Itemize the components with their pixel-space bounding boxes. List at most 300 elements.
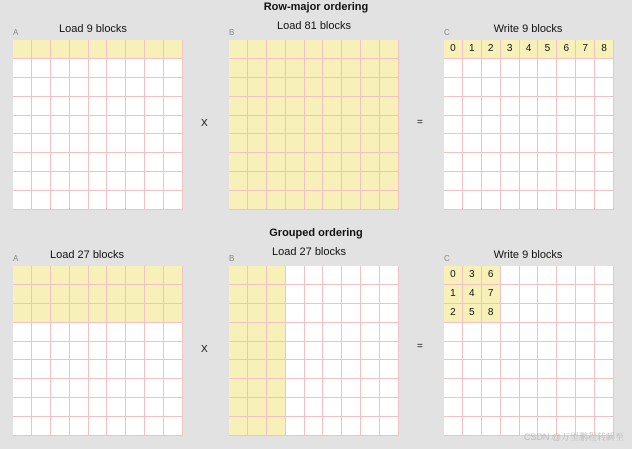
matrix-cell: [342, 97, 361, 116]
matrix-cell: [286, 172, 305, 191]
matrix-cell: [126, 97, 145, 116]
matrix-cell: [482, 59, 501, 78]
matrix-cell: [520, 360, 539, 379]
matrix-cell: [501, 191, 520, 210]
matrix-a-row-major: [13, 40, 183, 210]
matrix-cell: [557, 172, 576, 191]
matrix-cell: [444, 398, 463, 417]
matrix-cell: [323, 323, 342, 342]
matrix-cell: [463, 398, 482, 417]
matrix-cell: [126, 304, 145, 323]
matrix-cell: [576, 116, 595, 135]
matrix-cell: [164, 342, 183, 361]
block-index: 8: [482, 304, 501, 323]
matrix-cell: [305, 304, 324, 323]
matrix-cell: [595, 97, 614, 116]
matrix-cell: [380, 398, 399, 417]
matrix-cell: [501, 97, 520, 116]
matrix-cell: [70, 97, 89, 116]
matrix-cell: [342, 398, 361, 417]
matrix-cell: [13, 398, 32, 417]
matrix-cell: [13, 379, 32, 398]
matrix-cell: [89, 78, 108, 97]
block-index: 5: [538, 40, 557, 59]
matrix-cell: [13, 342, 32, 361]
matrix-cell: [538, 134, 557, 153]
matrix-cell: [380, 40, 399, 59]
matrix-cell: [595, 172, 614, 191]
matrix-cell: [380, 153, 399, 172]
matrix-cell: [248, 153, 267, 172]
matrix-cell: [305, 323, 324, 342]
matrix-cell: [557, 398, 576, 417]
matrix-cell: [51, 398, 70, 417]
matrix-cell: [51, 379, 70, 398]
matrix-cell: [145, 342, 164, 361]
matrix-cell: [126, 40, 145, 59]
matrix-cell: [342, 78, 361, 97]
matrix-cell: [342, 342, 361, 361]
matrix-cell: [13, 40, 32, 59]
matrix-cell: [107, 304, 126, 323]
matrix-cell: [342, 304, 361, 323]
matrix-cell: [89, 360, 108, 379]
matrix-cell: [463, 153, 482, 172]
matrix-cell: [70, 342, 89, 361]
matrix-cell: [267, 266, 286, 285]
matrix-cell: [248, 323, 267, 342]
matrix-cell: [13, 323, 32, 342]
matrix-cell: [107, 116, 126, 135]
matrix-a-label-1: A: [13, 28, 19, 37]
matrix-cell: [107, 153, 126, 172]
matrix-cell: [229, 398, 248, 417]
matrix-cell: [126, 59, 145, 78]
matrix-cell: [13, 134, 32, 153]
matrix-cell: [164, 59, 183, 78]
matrix-cell: [501, 78, 520, 97]
matrix-cell: [248, 97, 267, 116]
matrix-b-caption-1: Load 81 blocks: [277, 20, 351, 32]
matrix-cell: [361, 360, 380, 379]
matrix-cell: [70, 304, 89, 323]
matrix-cell: [380, 191, 399, 210]
matrix-cell: [248, 266, 267, 285]
matrix-cell: [13, 304, 32, 323]
matrix-cell: [538, 379, 557, 398]
matrix-cell: [538, 323, 557, 342]
matrix-cell: [164, 134, 183, 153]
matrix-cell: [89, 304, 108, 323]
matrix-cell: [305, 134, 324, 153]
equals-operator-1: =: [417, 117, 423, 128]
matrix-cell: [557, 379, 576, 398]
matrix-cell: [229, 285, 248, 304]
matrix-cell: [595, 360, 614, 379]
matrix-cell: [267, 59, 286, 78]
matrix-cell: [595, 304, 614, 323]
matrix-cell: [229, 342, 248, 361]
matrix-cell: [538, 304, 557, 323]
matrix-cell: [463, 342, 482, 361]
matrix-cell: [286, 323, 305, 342]
matrix-cell: [229, 379, 248, 398]
matrix-cell: [13, 285, 32, 304]
matrix-cell: [305, 417, 324, 436]
matrix-cell: [229, 417, 248, 436]
matrix-cell: [286, 97, 305, 116]
matrix-cell: [286, 59, 305, 78]
matrix-cell: [361, 285, 380, 304]
matrix-cell: [286, 134, 305, 153]
matrix-cell: [576, 379, 595, 398]
matrix-cell: [70, 116, 89, 135]
matrix-cell: [229, 172, 248, 191]
watermark: CSDN @万里鹏程转瞬至: [523, 432, 624, 442]
matrix-cell: [107, 266, 126, 285]
matrix-cell: [444, 342, 463, 361]
matrix-cell: [229, 191, 248, 210]
block-index: 1: [463, 40, 482, 59]
matrix-cell: [576, 323, 595, 342]
matrix-cell: [248, 342, 267, 361]
matrix-cell: [323, 59, 342, 78]
matrix-cell: [380, 304, 399, 323]
matrix-cell: [557, 78, 576, 97]
matrix-cell: [482, 78, 501, 97]
matrix-cell: [89, 379, 108, 398]
matrix-cell: [501, 266, 520, 285]
matrix-cell: [342, 360, 361, 379]
matrix-cell: [576, 78, 595, 97]
matrix-cell: [305, 398, 324, 417]
matrix-cell: [380, 172, 399, 191]
matrix-a-label-2: A: [13, 254, 19, 263]
matrix-cell: [482, 134, 501, 153]
matrix-cell: [51, 285, 70, 304]
matrix-cell: [32, 285, 51, 304]
block-index: 6: [482, 266, 501, 285]
matrix-cell: [229, 134, 248, 153]
matrix-cell: [444, 116, 463, 135]
block-index: 4: [520, 40, 539, 59]
matrix-cell: [501, 360, 520, 379]
matrix-cell: [380, 323, 399, 342]
matrix-cell: [229, 116, 248, 135]
matrix-cell: [164, 191, 183, 210]
matrix-cell: [32, 360, 51, 379]
matrix-cell: [107, 40, 126, 59]
matrix-cell: [576, 398, 595, 417]
matrix-cell: [361, 398, 380, 417]
matrix-cell: [557, 116, 576, 135]
matrix-cell: [13, 78, 32, 97]
matrix-cell: [89, 97, 108, 116]
block-index: 1: [444, 285, 463, 304]
matrix-cell: [538, 116, 557, 135]
matrix-cell: [323, 40, 342, 59]
matrix-cell: [89, 172, 108, 191]
matrix-cell: [51, 304, 70, 323]
matrix-cell: [482, 191, 501, 210]
matrix-cell: [501, 398, 520, 417]
matrix-cell: [32, 59, 51, 78]
matrix-cell: [286, 379, 305, 398]
matrix-cell: [164, 398, 183, 417]
matrix-cell: [145, 304, 164, 323]
matrix-cell: [248, 172, 267, 191]
matrix-cell: [126, 266, 145, 285]
matrix-cell: [51, 116, 70, 135]
matrix-cell: [444, 172, 463, 191]
matrix-cell: [89, 59, 108, 78]
matrix-cell: [51, 153, 70, 172]
matrix-cell: [557, 304, 576, 323]
matrix-cell: [286, 191, 305, 210]
matrix-cell: [267, 342, 286, 361]
matrix-cell: [267, 417, 286, 436]
matrix-cell: [305, 59, 324, 78]
block-index: 7: [576, 40, 595, 59]
matrix-cell: [538, 398, 557, 417]
matrix-cell: [342, 153, 361, 172]
matrix-cell: [267, 134, 286, 153]
matrix-cell: [538, 97, 557, 116]
matrix-cell: [229, 323, 248, 342]
matrix-cell: [380, 116, 399, 135]
matrix-cell: [323, 116, 342, 135]
matrix-cell: [444, 323, 463, 342]
matrix-cell: [323, 266, 342, 285]
matrix-cell: [595, 379, 614, 398]
matrix-cell: [107, 323, 126, 342]
matrix-cell: [444, 417, 463, 436]
matrix-cell: [482, 172, 501, 191]
matrix-cell: [107, 78, 126, 97]
matrix-cell: [323, 398, 342, 417]
matrix-cell: [361, 40, 380, 59]
matrix-cell: [520, 398, 539, 417]
matrix-cell: [361, 304, 380, 323]
matrix-cell: [444, 191, 463, 210]
matrix-cell: [107, 342, 126, 361]
matrix-cell: [229, 97, 248, 116]
row-major-title: Row-major ordering: [263, 1, 369, 13]
matrix-c-row-major: [444, 40, 614, 210]
matrix-cell: [13, 97, 32, 116]
matrix-cell: [380, 360, 399, 379]
matrix-cell: [557, 153, 576, 172]
matrix-cell: [595, 323, 614, 342]
matrix-a-caption-2: Load 27 blocks: [50, 249, 124, 261]
matrix-cell: [576, 59, 595, 78]
matrix-cell: [557, 360, 576, 379]
matrix-cell: [361, 153, 380, 172]
block-index: 7: [482, 285, 501, 304]
matrix-cell: [463, 116, 482, 135]
matrix-cell: [286, 417, 305, 436]
matrix-cell: [323, 172, 342, 191]
matrix-cell: [323, 379, 342, 398]
matrix-cell: [576, 134, 595, 153]
matrix-cell: [107, 285, 126, 304]
matrix-cell: [89, 134, 108, 153]
matrix-b-grouped: [229, 266, 399, 436]
matrix-cell: [267, 78, 286, 97]
matrix-cell: [164, 116, 183, 135]
matrix-cell: [361, 97, 380, 116]
matrix-cell: [520, 191, 539, 210]
matrix-cell: [107, 134, 126, 153]
matrix-cell: [145, 323, 164, 342]
matrix-cell: [361, 323, 380, 342]
matrix-cell: [107, 59, 126, 78]
matrix-cell: [361, 116, 380, 135]
matrix-c-grouped: [444, 266, 614, 436]
matrix-cell: [145, 78, 164, 97]
matrix-cell: [89, 285, 108, 304]
matrix-cell: [342, 172, 361, 191]
matrix-cell: [482, 398, 501, 417]
matrix-cell: [380, 379, 399, 398]
matrix-cell: [145, 266, 164, 285]
matrix-cell: [126, 379, 145, 398]
matrix-cell: [229, 78, 248, 97]
matrix-cell: [229, 304, 248, 323]
matrix-cell: [248, 191, 267, 210]
matrix-cell: [267, 285, 286, 304]
matrix-c-caption-2: Write 9 blocks: [493, 249, 563, 261]
matrix-cell: [126, 285, 145, 304]
block-index: 4: [463, 285, 482, 304]
matrix-cell: [595, 342, 614, 361]
matrix-cell: [463, 172, 482, 191]
matrix-cell: [51, 342, 70, 361]
matrix-cell: [342, 116, 361, 135]
matrix-cell: [482, 342, 501, 361]
matrix-cell: [501, 304, 520, 323]
matrix-cell: [305, 285, 324, 304]
matrix-cell: [89, 40, 108, 59]
matrix-cell: [229, 40, 248, 59]
matrix-cell: [89, 153, 108, 172]
matrix-cell: [444, 78, 463, 97]
matrix-cell: [305, 266, 324, 285]
matrix-cell: [267, 379, 286, 398]
matrix-cell: [13, 116, 32, 135]
grouped-title: Grouped ordering: [269, 227, 363, 239]
matrix-cell: [520, 285, 539, 304]
matrix-cell: [342, 59, 361, 78]
matrix-cell: [538, 78, 557, 97]
matrix-cell: [342, 285, 361, 304]
block-index: 8: [595, 40, 614, 59]
matrix-cell: [444, 153, 463, 172]
matrix-cell: [595, 266, 614, 285]
matrix-a-grouped: [13, 266, 183, 436]
matrix-cell: [361, 134, 380, 153]
matrix-cell: [145, 191, 164, 210]
matrix-cell: [126, 398, 145, 417]
matrix-cell: [520, 172, 539, 191]
matrix-cell: [520, 266, 539, 285]
matrix-cell: [164, 266, 183, 285]
matrix-cell: [229, 266, 248, 285]
matrix-cell: [305, 360, 324, 379]
matrix-cell: [248, 304, 267, 323]
matrix-cell: [70, 191, 89, 210]
matrix-cell: [595, 191, 614, 210]
matrix-cell: [557, 266, 576, 285]
matrix-cell: [501, 417, 520, 436]
matrix-cell: [286, 342, 305, 361]
matrix-cell: [501, 116, 520, 135]
matrix-cell: [538, 266, 557, 285]
matrix-cell: [538, 285, 557, 304]
matrix-cell: [229, 59, 248, 78]
matrix-cell: [286, 153, 305, 172]
matrix-cell: [145, 172, 164, 191]
matrix-cell: [107, 191, 126, 210]
matrix-cell: [248, 285, 267, 304]
matrix-cell: [248, 40, 267, 59]
matrix-cell: [380, 97, 399, 116]
matrix-cell: [380, 285, 399, 304]
matrix-cell: [267, 153, 286, 172]
matrix-cell: [595, 78, 614, 97]
matrix-cell: [32, 172, 51, 191]
matrix-cell: [126, 78, 145, 97]
matrix-cell: [248, 379, 267, 398]
matrix-cell: [145, 116, 164, 135]
matrix-cell: [267, 323, 286, 342]
matrix-cell: [342, 379, 361, 398]
matrix-cell: [380, 59, 399, 78]
matrix-cell: [323, 134, 342, 153]
matrix-cell: [323, 360, 342, 379]
matrix-cell: [32, 40, 51, 59]
matrix-cell: [32, 417, 51, 436]
matrix-cell: [482, 116, 501, 135]
matrix-cell: [286, 285, 305, 304]
matrix-cell: [482, 417, 501, 436]
matrix-b-label-1: B: [229, 28, 235, 37]
matrix-cell: [463, 417, 482, 436]
matrix-cell: [595, 153, 614, 172]
matrix-cell: [342, 323, 361, 342]
matrix-cell: [463, 379, 482, 398]
matrix-cell: [126, 116, 145, 135]
matrix-cell: [576, 153, 595, 172]
matrix-cell: [51, 172, 70, 191]
matrix-cell: [380, 417, 399, 436]
matrix-cell: [32, 323, 51, 342]
matrix-cell: [164, 172, 183, 191]
matrix-cell: [501, 323, 520, 342]
matrix-cell: [576, 266, 595, 285]
matrix-cell: [32, 116, 51, 135]
matrix-cell: [32, 134, 51, 153]
matrix-cell: [323, 285, 342, 304]
block-index: 3: [463, 266, 482, 285]
matrix-cell: [51, 78, 70, 97]
matrix-cell: [557, 285, 576, 304]
matrix-cell: [126, 172, 145, 191]
matrix-cell: [107, 379, 126, 398]
equals-operator-2: =: [417, 341, 423, 352]
matrix-cell: [463, 191, 482, 210]
multiply-operator-1: X: [201, 118, 208, 129]
